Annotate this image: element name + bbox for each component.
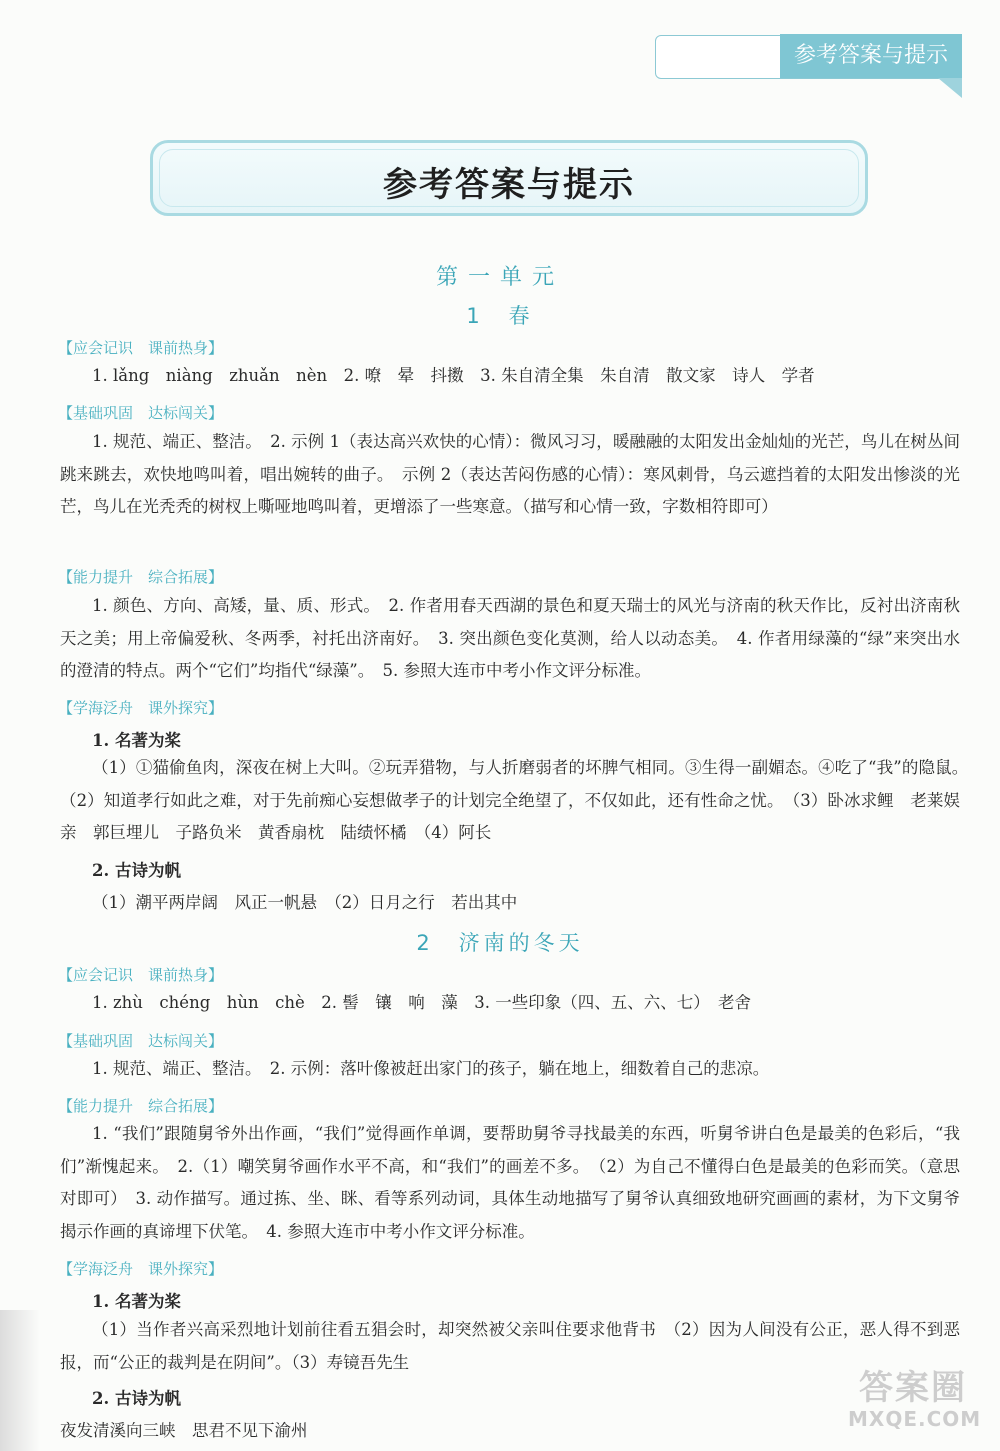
answer-preview: 1. lǎng niàng zhuǎn nèn 2. 嘹 晕 抖擞 3. 朱自清全集 朱自清 散文家 诗人 学者 (92, 366, 815, 385)
subhead-classics: 1. 名著为桨 (92, 731, 181, 750)
section-label-basic: 【基础巩固 达标闯关】 (58, 404, 224, 422)
section-label-extended: 【学海泛舟 课外探究】 (58, 699, 224, 717)
subhead-poems: 2. 古诗为帆 (92, 861, 181, 880)
header-tab-fold (938, 78, 962, 98)
subhead-poems-2: 2. 古诗为帆 (92, 1389, 181, 1408)
watermark (848, 1368, 982, 1433)
lesson-title-1: 1 春 (466, 304, 534, 328)
section-label-ability: 【能力提升 综合拓展】 (58, 568, 224, 586)
lesson-title-2: 2 济南的冬天 (416, 931, 584, 955)
answer-classics: （1）①猫偷鱼肉，深夜在树上大叫。②玩弄猎物，与人折磨弱者的坏脾气相同。③生得一副媚态。④吃了“我”的隐鼠。 （2）知道孝行如此之难，对于先前痴心妄想做孝子的计划完全绝望了，不仅如此，还有性命之忧。 （3）卧冰求鲤 老莱娱亲 郭巨埋儿 子路负米 黄香扇枕 陆绩怀橘 （4）阿长 (60, 758, 977, 842)
answer-poems: （1）潮平两岸阔 风正一帆悬 （2）日月之行 若出其中 (92, 893, 518, 912)
answer-poems-2: 夜发清溪向三峡 思君不见下渝州 (60, 1421, 308, 1440)
answer-basic: 1. 规范、端正、整洁。 2. 示例 1（表达高兴欢快的心情）：微风习习，暖融融的太阳发出金灿灿的光芒，鸟儿在树丛间跳来跳去，欢快地鸣叫着，唱出婉转的曲子。 示例 2（表达苦闷伤感的心情）：寒风刺骨，乌云遮挡着的太阳发出惨淡的光芒，鸟儿在光秃秃的树杈上嘶哑地鸣叫着，更增添了一些寒意。（描写和心情一致，字数相符即可） (60, 432, 960, 516)
section-label-preview-2: 【应会记识 课前热身】 (58, 966, 224, 984)
watermark-bottom: MXQE.COM (848, 1407, 982, 1431)
answer-basic-2: 1. 规范、端正、整洁。 2. 示例：落叶像被赶出家门的孩子，躺在地上，细数着自己的悲凉。 (92, 1059, 770, 1078)
watermark-top: 答案圈 (859, 1368, 967, 1408)
subhead-classics-2: 1. 名著为桨 (92, 1292, 181, 1311)
section-label-extended-2: 【学海泛舟 课外探究】 (58, 1260, 224, 1278)
page-curl-shadow (0, 1310, 40, 1451)
page-title: 参考答案与提示 (383, 165, 635, 205)
answer-preview-2: 1. zhù chéng hùn chè 2. 髻 镶 响 藻 3. 一些印象（四、五、六、七） 老舍 (92, 993, 751, 1012)
section-label-ability-2: 【能力提升 综合拓展】 (58, 1097, 224, 1115)
answer-ability: 1. 颜色、方向、高矮，量、质、形式。 2. 作者用春天西湖的景色和夏天瑞士的风光与济南的秋天作比，反衬出济南秋天之美；用上帝偏爱秋、冬两季，衬托出济南好。 3. 突出颜色变化莫测，给人以动态美。 4. 作者用绿藻的“绿”来突出水的澄清的特点。两个“它们”均指代“绿藻”。 5. 参照大连市中考小作文评分标准。 (60, 596, 960, 680)
unit-title: 第一单元 (435, 265, 564, 290)
section-label-basic-2: 【基础巩固 达标闯关】 (58, 1032, 224, 1050)
answer-ability-2: 1. “我们”跟随舅爷外出作画，“我们”觉得画作单调，要帮助舅爷寻找最美的东西，听舅爷讲白色是最美的色彩后，“我们”渐愧起来。 2.（1）嘲笑舅爷画作水平不高，和“我们”的画差不多。 （2）为自己不懂得白色是最美的色彩而笑。（意思对即可） 3. 动作描写。通过拣、坐、眯、看等系列动词，具体生动地描写了舅爷认真细致地研究画画的素材，为下文舅爷揭示作画的真谛埋下伏笔。 4. 参照大连市中考小作文评分标准。 (60, 1124, 960, 1241)
answer-classics-2: （1）当作者兴高采烈地计划前往看五猖会时，却突然被父亲叫住要求他背书 （2）因为人间没有公正，恶人得不到恶报，而“公正的裁判是在阴间”。（3）寿镜吾先生 (60, 1320, 960, 1372)
title-banner (150, 140, 868, 216)
section-label-preview: 【应会记识 课前热身】 (58, 339, 224, 357)
header-tab-label: 参考答案与提示 (780, 34, 962, 78)
